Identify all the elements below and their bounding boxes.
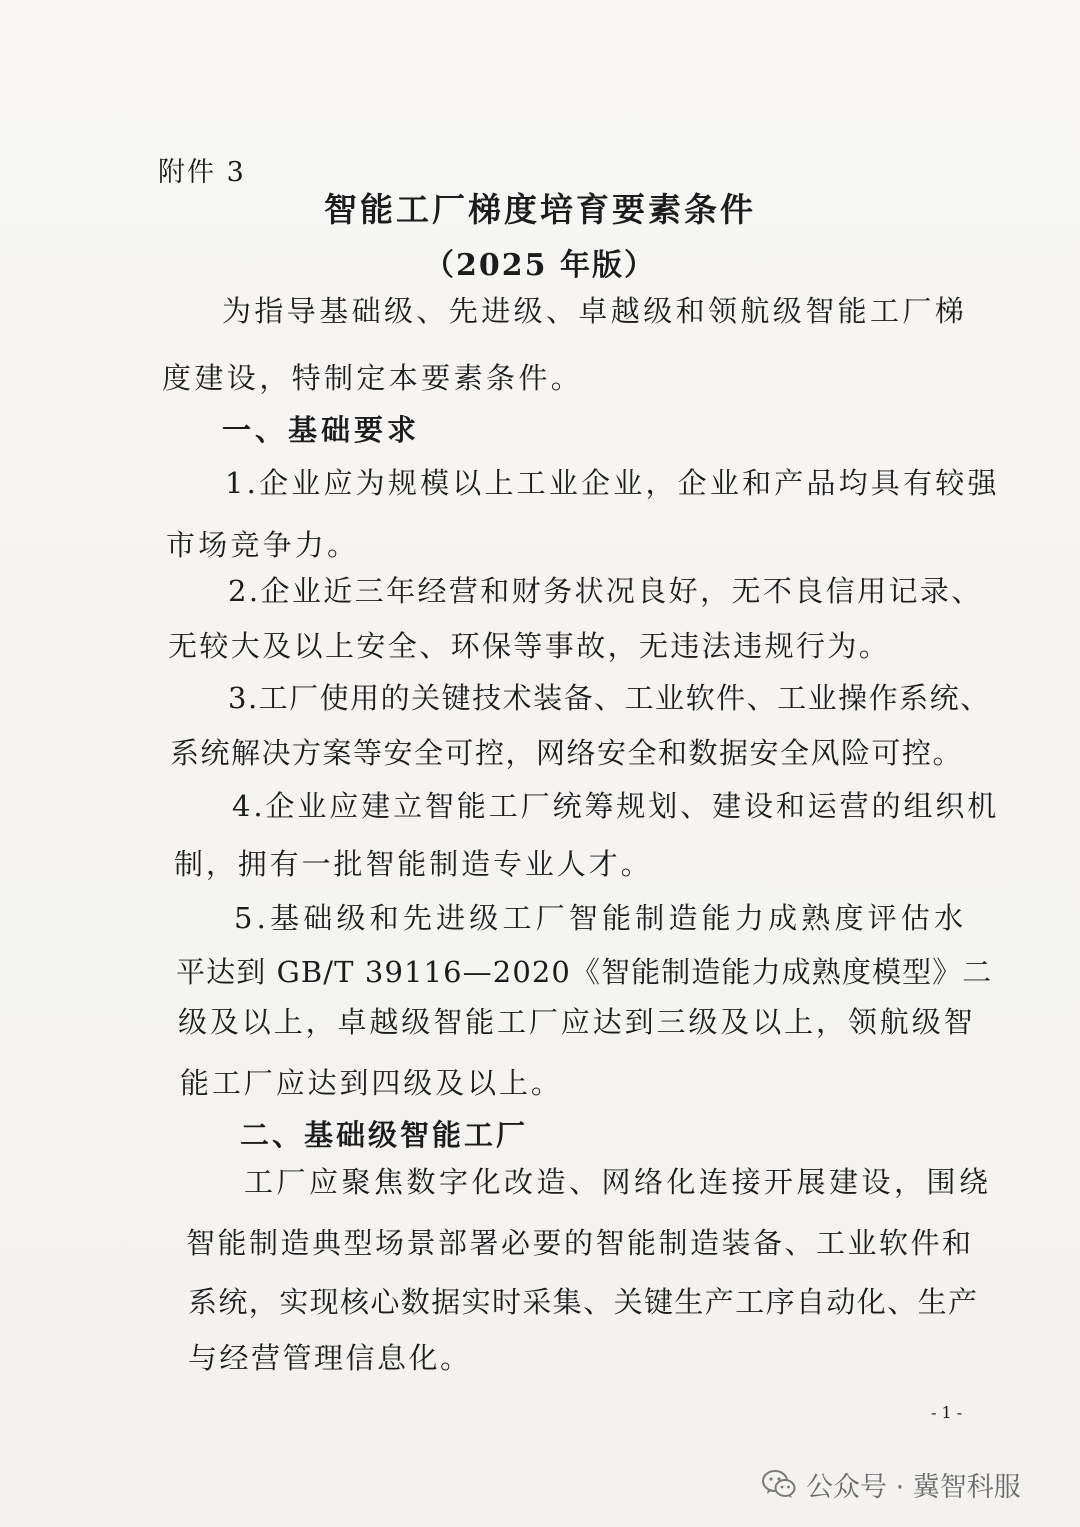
item-1-line-1: 1.企业应为规模以上工业企业，企业和产品均具有较强 [225,466,1000,500]
document-title: 智能工厂梯度培育要素条件 [324,190,756,229]
watermark-text: 公众号 · 冀智科服 [806,1471,1021,1503]
watermark [762,1464,1021,1504]
item-1-line-2: 市场竞争力。 [166,528,360,562]
section-heading-basic-level-factory: 二、基础级智能工厂 [240,1118,529,1152]
item-4-line-2: 制，拥有一批智能制造专业人才。 [174,847,653,881]
page-number: - 1 - [931,1403,963,1422]
item-5-line-1: 5.基础级和先进级工厂智能制造能力成熟度评估水 [234,901,968,935]
item-4-line-1: 4.企业应建立智能工厂统筹规划、建设和运营的组织机 [232,789,1000,823]
wechat-icon [762,1469,796,1499]
item-2-line-1: 2.企业近三年经营和财务状况良好，无不良信用记录、 [228,574,983,608]
basic-level-line-1: 工厂应聚焦数字化改造、网络化连接开展建设，围绕 [244,1165,992,1199]
item-2-line-2: 无较大及以上安全、环保等事故，无违法违规行为。 [168,629,891,663]
item-3-line-1: 3.工厂使用的关键技术装备、工业软件、工业操作系统、 [228,681,991,715]
document-subtitle: （2025 年版） [424,248,656,283]
intro-line-2: 度建设，特制定本要素条件。 [162,361,584,395]
item-5-line-2: 平达到 GB/T 39116—2020《智能制造能力成熟度模型》二 [176,955,993,989]
item-5-line-3: 级及以上，卓越级智能工厂应达到三级及以上，领航级智 [178,1005,976,1039]
item-5-line-4: 能工厂应达到四级及以上。 [180,1066,563,1100]
attachment-label: 附件 3 [158,157,246,188]
section-heading-basic-requirements: 一、基础要求 [222,413,421,447]
basic-level-line-3: 系统，实现核心数据实时采集、关键生产工序自动化、生产 [188,1285,979,1319]
intro-line-1: 为指导基础级、先进级、卓越级和领航级智能工厂梯 [222,294,968,328]
item-3-line-2: 系统解决方案等安全可控，网络安全和数据安全风险可控。 [170,736,964,770]
basic-level-line-4: 与经营管理信息化。 [188,1341,472,1375]
basic-level-line-2: 智能制造典型场景部署必要的智能制造装备、工业软件和 [186,1226,974,1260]
